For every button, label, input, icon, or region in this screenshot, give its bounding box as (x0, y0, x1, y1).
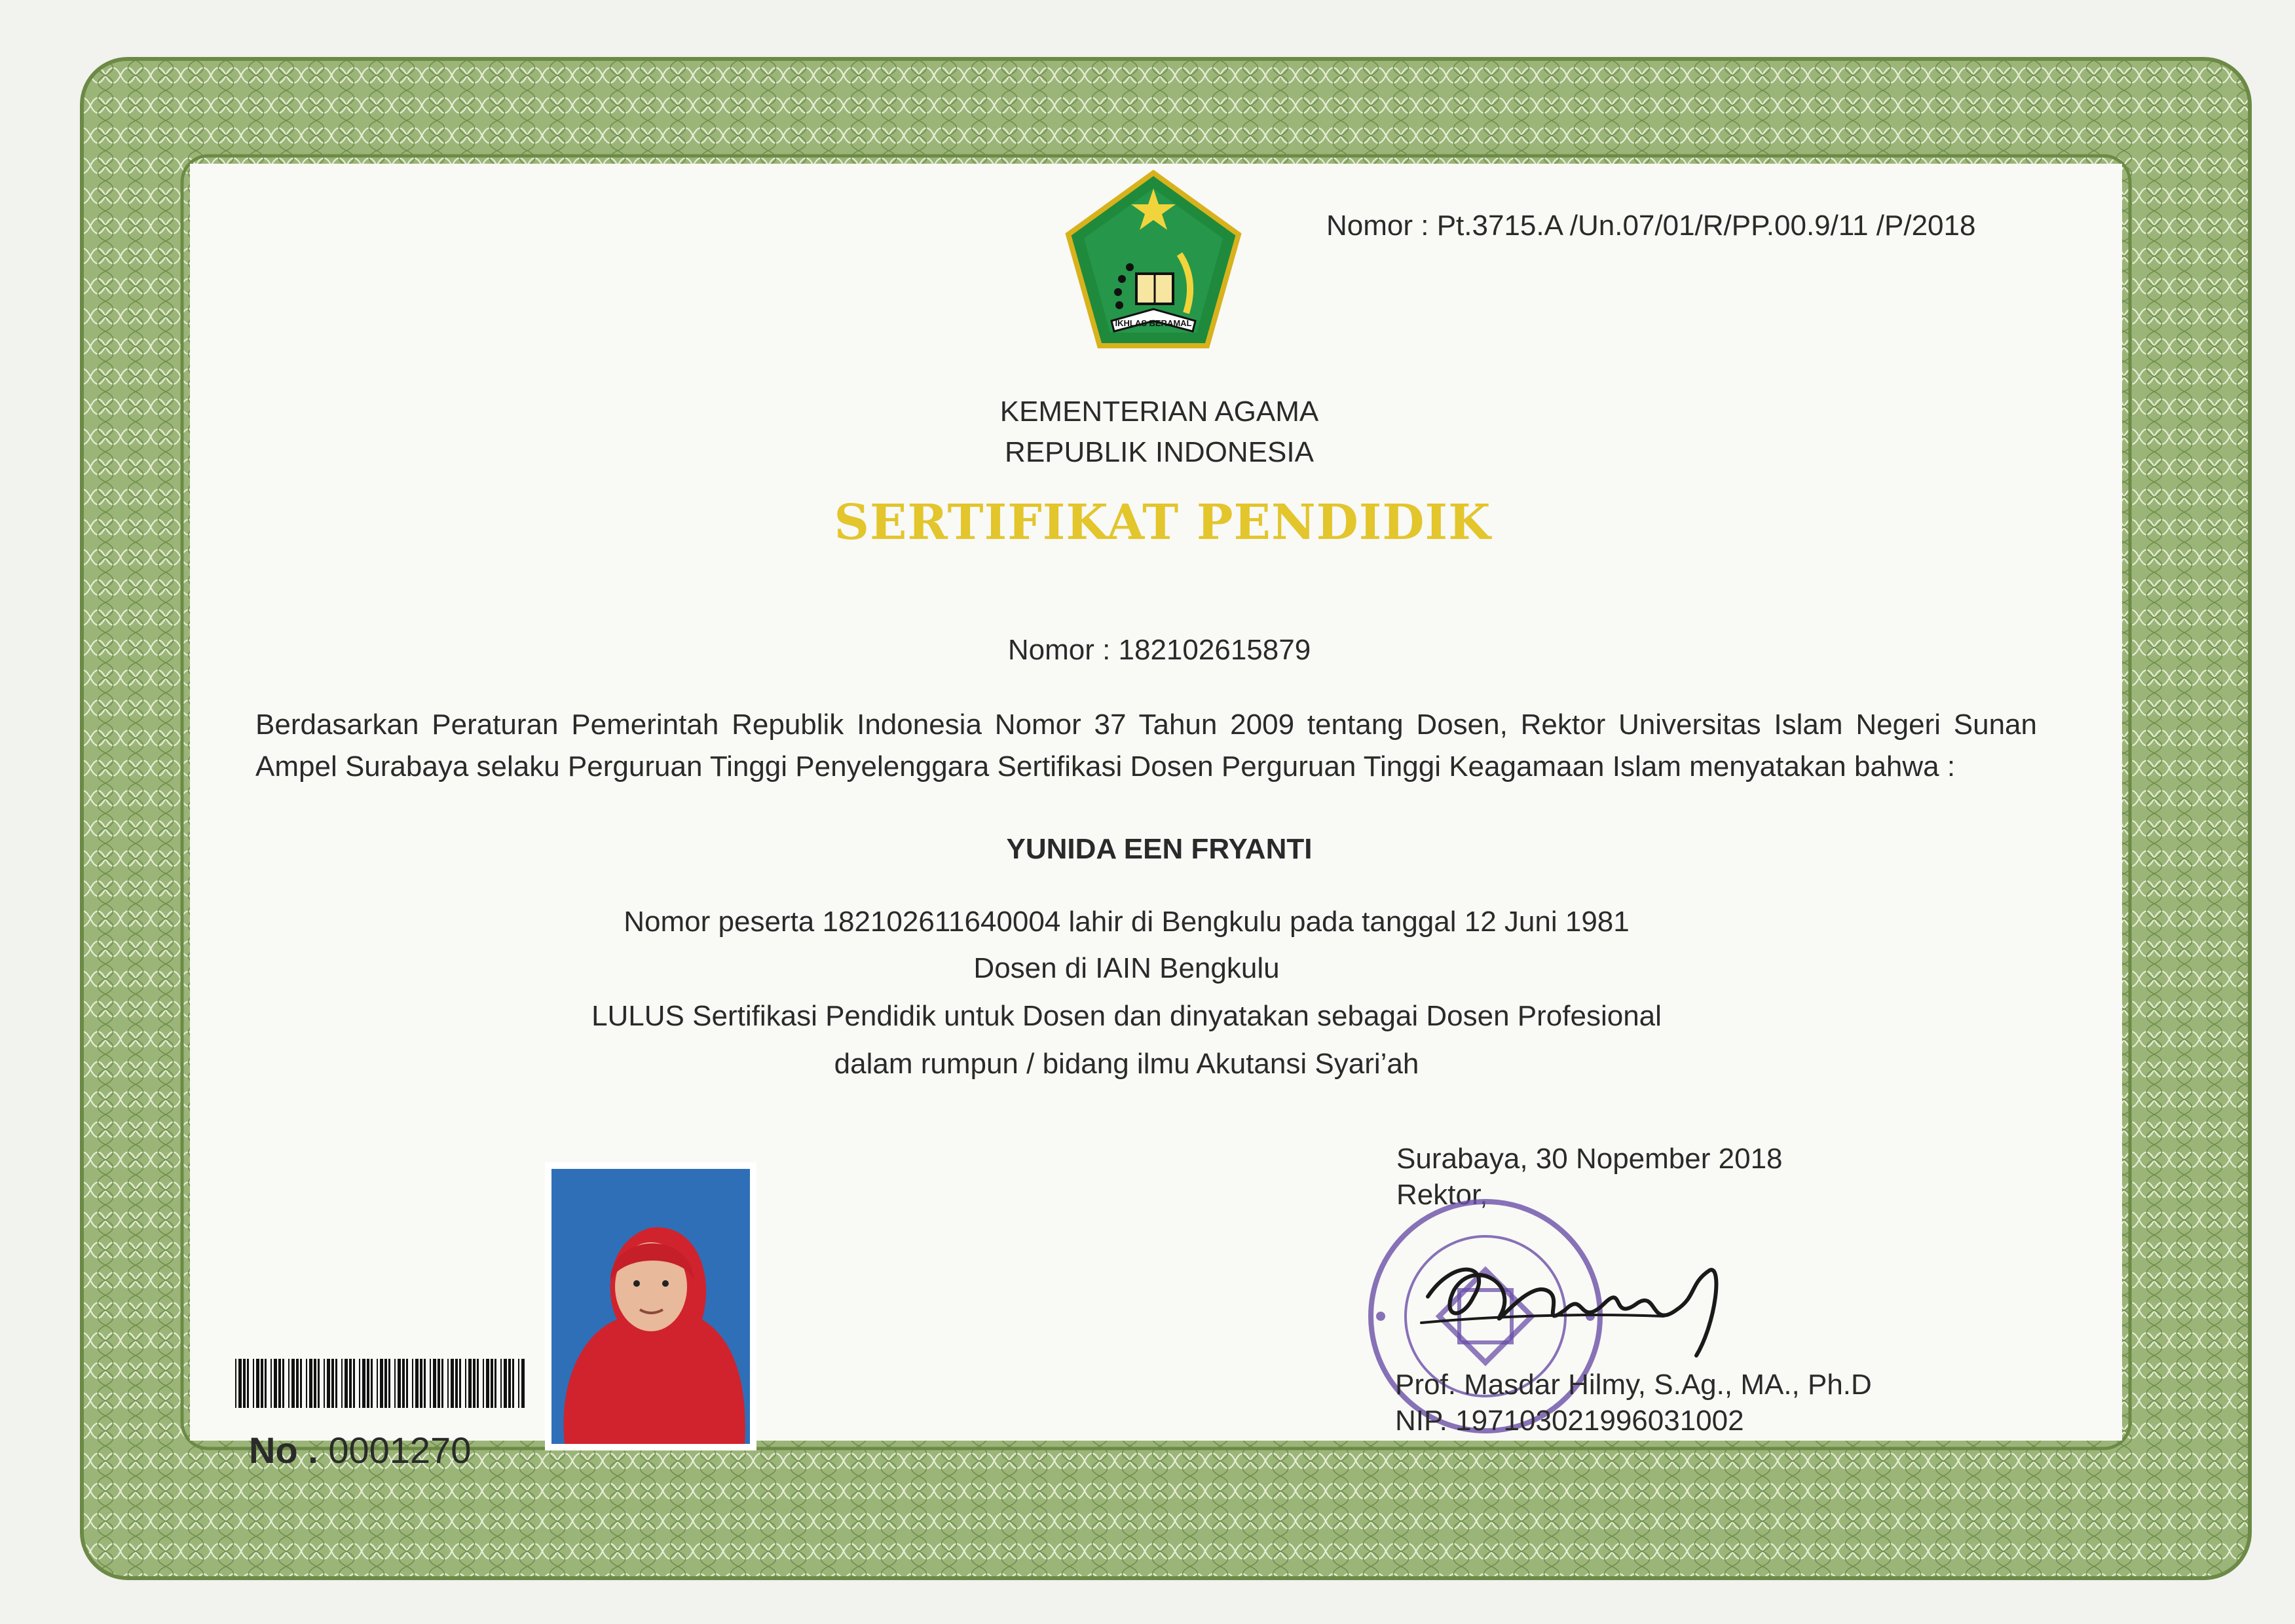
barcode-bar (253, 1359, 254, 1408)
barcode-bar (367, 1359, 369, 1408)
detail-line-result: LULUS Sertifikasi Pendidik untuk Dosen dan dinyatakan sebagai Dosen Profesional (591, 1000, 1662, 1032)
holder-name: YUNIDA EEN FRYANTI (1006, 833, 1313, 865)
reference-number: Nomor : Pt.3715.A /Un.07/01/R/PP.00.9/11 /P/2018 (1326, 210, 1976, 242)
certificate-number: Nomor : 182102615879 (1007, 634, 1311, 666)
barcode-bar (441, 1359, 443, 1408)
statement-paragraph: Berdasarkan Peraturan Pemerintah Republik Indonesia Nomor 37 Tahun 2009 tentang Dosen, Rektor Universitas Islam Negeri Sunan Ampel Surabaya selaku Perguruan Tinggi Penyelenggara Sertifikasi Dosen Perguruan Tinggi Keagamaan Islam menyatakan bahwa : (255, 709, 2037, 783)
barcode-bar (282, 1359, 284, 1408)
barcode-bar (447, 1359, 449, 1408)
barcode-bar (278, 1359, 281, 1408)
signature (1415, 1244, 1755, 1369)
barcode-bar (300, 1359, 302, 1408)
barcode-bar (327, 1359, 330, 1408)
barcode-bar (388, 1359, 390, 1408)
barcode-bar (494, 1359, 496, 1408)
barcode-bar (345, 1359, 348, 1408)
barcode-bar (380, 1359, 383, 1408)
serial-number (249, 1429, 471, 1471)
barcode-bar (504, 1359, 507, 1408)
barcode-bar (243, 1359, 246, 1408)
barcode-bar (324, 1359, 325, 1408)
signer-position: Rektor, (1396, 1179, 1488, 1211)
barcode-bar (247, 1359, 249, 1408)
barcode-bar (412, 1359, 413, 1408)
barcode-bar (306, 1359, 307, 1408)
barcode-bar (455, 1359, 458, 1408)
barcode-bar (415, 1359, 419, 1408)
barcode-bar (430, 1359, 431, 1408)
barcode-bar (238, 1359, 242, 1408)
barcode-bar (271, 1359, 272, 1408)
barcode-bar (377, 1359, 378, 1408)
barcode-bar (500, 1359, 502, 1408)
barcode-bar (433, 1359, 436, 1408)
barcode-bar (261, 1359, 263, 1408)
barcode-bar (483, 1359, 484, 1408)
signer-nip: NIP. 197103021996031002 (1395, 1405, 1744, 1437)
barcode-icon (234, 1359, 529, 1408)
barcode-bar (459, 1359, 461, 1408)
signer-name: Prof. Masdar Hilmy, S.Ag., MA., Ph.D (1395, 1369, 1872, 1401)
barcode-bar (359, 1359, 360, 1408)
barcode-bar (402, 1359, 405, 1408)
detail-line-institution: Dosen di IAIN Bengkulu (973, 952, 1280, 984)
barcode-bar (473, 1359, 476, 1408)
barcode-bar (424, 1359, 426, 1408)
barcode-bar (331, 1359, 334, 1408)
ministry-emblem-icon (1064, 169, 1242, 354)
barcode-bar (406, 1359, 408, 1408)
barcode-bar (362, 1359, 365, 1408)
ministry-line-2: REPUBLIK INDONESIA (1005, 436, 1314, 468)
detail-line-field: dalam rumpun / bidang ilmu Akutansi Syari’ah (834, 1048, 1419, 1080)
ministry-line-1: KEMENTERIAN AGAMA (999, 396, 1319, 428)
barcode-bar (521, 1359, 525, 1408)
place-date: Surabaya, 30 Nopember 2018 (1396, 1143, 1783, 1175)
detail-line-participant: Nomor peserta 182102611640004 lahir di Bengkulu pada tanggal 12 Juni 1981 (624, 906, 1630, 938)
holder-photo (545, 1162, 756, 1450)
barcode-bar (309, 1359, 312, 1408)
barcode-bar (518, 1359, 519, 1408)
barcode-bar (477, 1359, 479, 1408)
barcode-bar (335, 1359, 337, 1408)
barcode-bar (265, 1359, 267, 1408)
certificate-title: SERTIFIKAT PENDIDIK (834, 494, 1491, 551)
barcode-bar (296, 1359, 299, 1408)
certificate-body (190, 164, 2122, 1441)
barcode-bar (465, 1359, 466, 1408)
barcode-bar (512, 1359, 514, 1408)
serial-value: 0001270 (328, 1430, 472, 1471)
barcode-bar (371, 1359, 373, 1408)
barcode-bar (274, 1359, 277, 1408)
barcode-bar (398, 1359, 401, 1408)
barcode-bar (288, 1359, 289, 1408)
barcode-bar (291, 1359, 295, 1408)
barcode-bar (314, 1359, 316, 1408)
barcode-bar (235, 1359, 236, 1408)
barcode-bar (420, 1359, 422, 1408)
barcode-bar (451, 1359, 454, 1408)
barcode-bar (486, 1359, 489, 1408)
barcode-bar (384, 1359, 387, 1408)
barcode-bar (341, 1359, 343, 1408)
barcode-bar (318, 1359, 320, 1408)
barcode-bar (508, 1359, 511, 1408)
barcode-bar (353, 1359, 355, 1408)
barcode-bar (491, 1359, 493, 1408)
barcode-bar (349, 1359, 352, 1408)
barcode-bar (468, 1359, 472, 1408)
svg-text:IKHLAS BERAMAL: IKHLAS BERAMAL (1115, 318, 1192, 328)
barcode-bar (394, 1359, 396, 1408)
ministry-name (878, 392, 1441, 473)
serial-label: No . (249, 1430, 318, 1471)
barcode-bar (438, 1359, 440, 1408)
barcode-bar (256, 1359, 259, 1408)
